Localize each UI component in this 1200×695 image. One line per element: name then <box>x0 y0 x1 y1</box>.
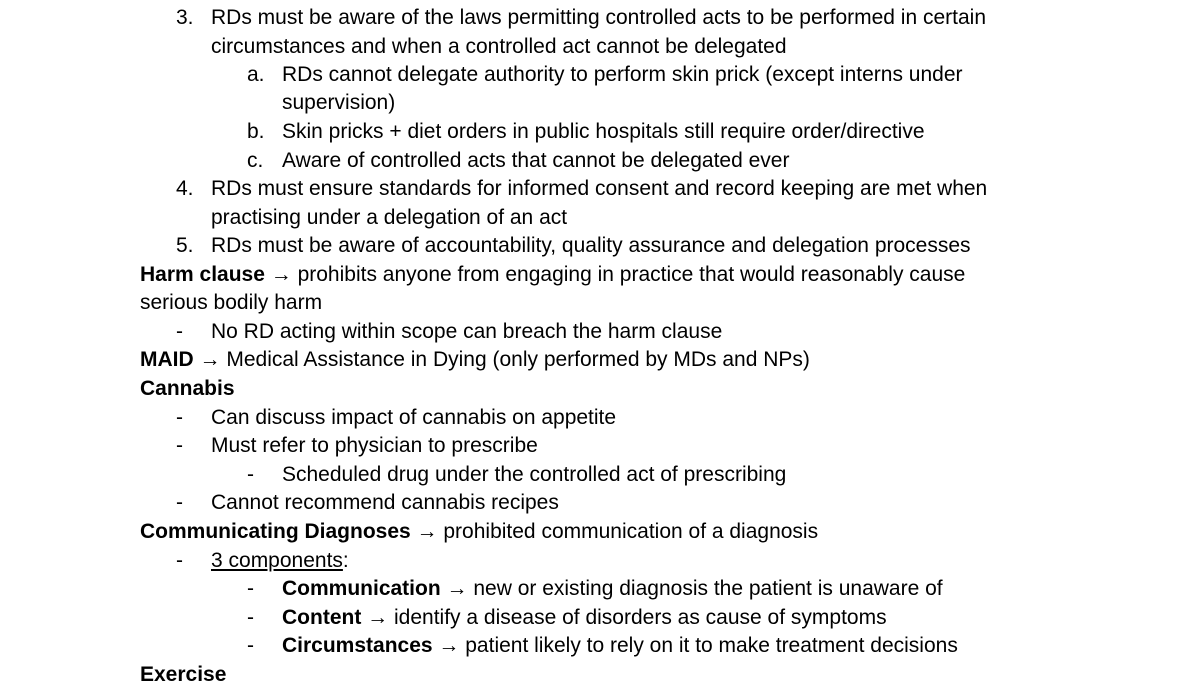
harm-clause-term: Harm clause <box>140 263 265 286</box>
bullet-dash: - <box>247 634 254 657</box>
list-item-continuation: practising under a delegation of an act <box>211 206 568 229</box>
component-text: new or existing diagnosis the patient is unaware of <box>467 577 943 600</box>
diagnoses-definition <box>140 518 818 546</box>
bullet-item: Cannot recommend cannabis recipes <box>211 491 559 514</box>
list-marker: 5. <box>176 234 194 257</box>
cannabis-heading: Cannabis <box>140 377 235 400</box>
components-colon: : <box>342 549 349 572</box>
component-text: patient likely to rely on it to make treatment decisions <box>459 634 958 657</box>
list-item: RDs must be aware of accountability, quality assurance and delegation processes <box>211 234 971 257</box>
maid-definition <box>140 346 810 374</box>
list-marker: a. <box>247 63 265 86</box>
list-marker: b. <box>247 120 265 143</box>
bullet-dash: - <box>176 406 183 429</box>
list-marker: c. <box>247 149 264 172</box>
arrow-icon: → <box>446 577 468 600</box>
bullet-item: Scheduled drug under the controlled act of prescribing <box>282 463 787 486</box>
harm-clause-definition <box>140 261 965 289</box>
list-item: RDs must be aware of the laws permitting controlled acts to be performed in certain <box>211 6 987 29</box>
bullet-item <box>282 575 943 603</box>
list-item-continuation: circumstances and when a controlled act cannot be delegated <box>211 35 787 58</box>
components-label: 3 components <box>211 549 343 572</box>
list-marker: 4. <box>176 177 194 200</box>
arrow-icon: → <box>270 263 292 286</box>
bullet-item: Can discuss impact of cannabis on appetite <box>211 406 617 429</box>
arrow-icon: → <box>367 606 389 629</box>
bullet-item: No RD acting within scope can breach the harm clause <box>211 320 723 343</box>
bullet-dash: - <box>176 491 183 514</box>
list-item: Skin pricks + diet orders in public hospitals still require order/directive <box>282 120 925 143</box>
component-term: Communication <box>282 577 441 600</box>
bullet-item: Must refer to physician to prescribe <box>211 434 538 457</box>
arrow-icon: → <box>416 520 438 543</box>
component-term: Content <box>282 606 362 629</box>
list-item: RDs must ensure standards for informed consent and record keeping are met when <box>211 177 988 200</box>
component-term: Circumstances <box>282 634 433 657</box>
exercise-heading: Exercise <box>140 663 227 686</box>
diagnoses-term: Communicating Diagnoses <box>140 520 411 543</box>
bullet-dash: - <box>176 320 183 343</box>
bullet-dash: - <box>247 463 254 486</box>
bullet-item <box>282 604 887 632</box>
harm-clause-text: prohibits anyone from engaging in practice that would reasonably cause <box>291 263 966 286</box>
list-item: Aware of controlled acts that cannot be delegated ever <box>282 149 790 172</box>
bullet-dash: - <box>176 549 183 572</box>
component-text: identify a disease of disorders as cause of symptoms <box>388 606 887 629</box>
diagnoses-text: prohibited communication of a diagnosis <box>437 520 819 543</box>
bullet-item <box>282 632 958 660</box>
list-marker: 3. <box>176 6 194 29</box>
bullet-dash: - <box>247 606 254 629</box>
list-item-continuation: supervision) <box>282 91 396 114</box>
bullet-dash: - <box>247 577 254 600</box>
list-item: RDs cannot delegate authority to perform skin prick (except interns under <box>282 63 963 86</box>
bullet-dash: - <box>176 434 183 457</box>
harm-clause-continuation: serious bodily harm <box>140 291 323 314</box>
bullet-item <box>211 547 349 575</box>
arrow-icon: → <box>199 348 221 371</box>
maid-text: Medical Assistance in Dying (only performed by MDs and NPs) <box>220 348 810 371</box>
arrow-icon: → <box>438 634 460 657</box>
maid-term: MAID <box>140 348 194 371</box>
